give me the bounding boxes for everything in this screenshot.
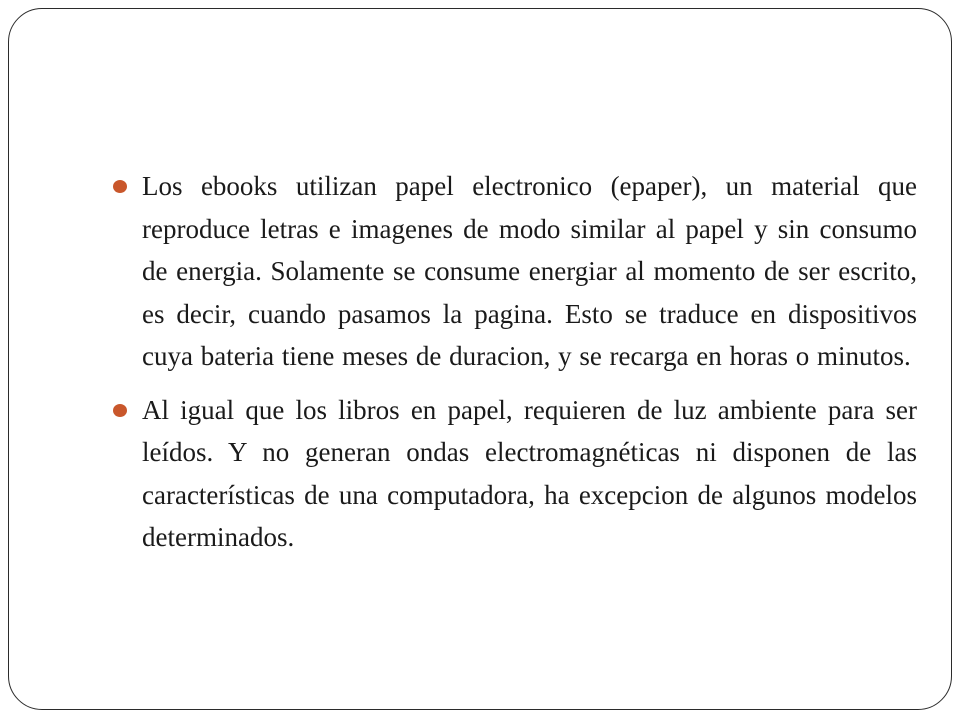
bullet-item (113, 165, 917, 378)
bullet-text: Los ebooks utilizan papel electronico (epaper), un material que reproduce letras e imagenes de modo similar al papel y sin consumo de energia. Solamente se consume energiar al momento de ser escrito, es decir, cuando pasamos la pagina. Esto se traduce en dispositivos cuya bateria tiene meses de duracion, y se recarga en horas o minutos. (142, 171, 917, 371)
slide-frame (8, 8, 952, 710)
bullet-dot-icon (113, 180, 127, 193)
bullet-text: Al igual que los libros en papel, requieren de luz ambiente para ser leídos. Y no generan ondas electromagnéticas ni disponen de las características de una computadora, ha excepcion de algunos modelos determinados. (142, 394, 917, 552)
bullet-dot-icon (113, 404, 127, 417)
slide-content (113, 165, 917, 570)
bullet-item (113, 389, 917, 559)
